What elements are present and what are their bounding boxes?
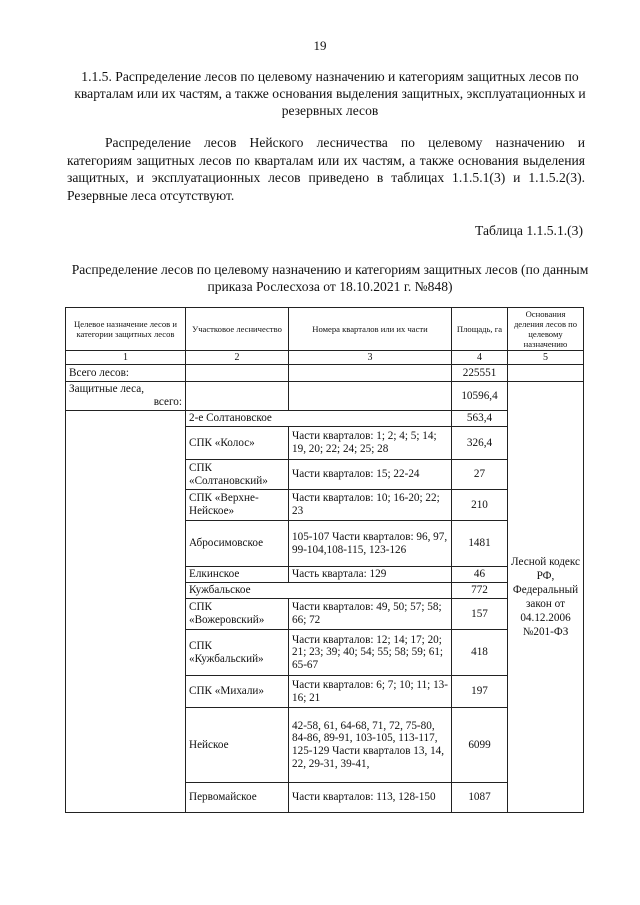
table-row <box>66 411 584 427</box>
quarters-cell: Части кварталов: 15; 22-24 <box>289 460 452 490</box>
area-cell: 210 <box>452 490 508 521</box>
basis-cell: Лесной кодекс РФ, Федеральный закон от 04.12.2006 №201-ФЗ <box>508 382 584 813</box>
area-cell: 27 <box>452 460 508 490</box>
district-cell: СПК «Солтановский» <box>186 460 289 490</box>
area-cell: 418 <box>452 630 508 676</box>
district-cell: Первомайское <box>186 783 289 813</box>
quarters-cell: 42-58, 61, 64-68, 71, 72, 75-80, 84-86, 89-91, 103-105, 113-117, 125-129 Части кварталов 13, 14, 22, 29-31, 39-41, <box>289 708 452 783</box>
section-title: 1.1.5. Распределение лесов по целевому назначению и категориям защитных лесов по кварталам или их частям, а также основания выделения защитных, эксплуатационных и резервных лесов <box>74 69 586 118</box>
header-district: Участковое лесничество <box>186 308 289 351</box>
forest-distribution-table <box>65 307 584 813</box>
total-area: 225551 <box>452 365 508 382</box>
table-caption: Распределение лесов по целевому назначению и категориям защитных лесов (по данным приказа Рослесхоза от 18.10.2021 г. №848) <box>71 262 589 294</box>
header-purpose: Целевое назначение лесов и категории защитных лесов <box>66 308 186 351</box>
header-area: Площадь, га <box>452 308 508 351</box>
district-cell: Кужбальское <box>186 583 452 599</box>
total-label: Всего лесов: <box>66 365 186 382</box>
col-num: 3 <box>289 351 452 365</box>
quarters-cell: Части кварталов: 113, 128-150 <box>289 783 452 813</box>
quarters-cell: Части кварталов: 10; 16-20; 22; 23 <box>289 490 452 521</box>
protective-area: 10596,4 <box>452 382 508 411</box>
page-number: 19 <box>313 38 327 53</box>
district-cell: СПК «Вожеровский» <box>186 599 289 630</box>
total-row <box>66 365 584 382</box>
area-cell: 1481 <box>452 521 508 567</box>
district-cell: Елкинское <box>186 567 289 583</box>
district-cell: 2-е Солтановское <box>186 411 452 427</box>
district-cell: Нейское <box>186 708 289 783</box>
district-cell: СПК «Верхне-Нейское» <box>186 490 289 521</box>
quarters-cell: Части кварталов: 49, 50; 57; 58; 66; 72 <box>289 599 452 630</box>
body-paragraph: Распределение лесов Нейского лесничества по целевому назначению и категориям защитных лесов по кварталам или их частям, а также основания выделения защитных, и эксплуатационных лесов приведено в таблицах 1.1.5.1(3) и 1.1.5.2(3). Резервные леса отсутствуют. <box>67 135 585 203</box>
col-num: 4 <box>452 351 508 365</box>
area-cell: 46 <box>452 567 508 583</box>
col-num: 5 <box>508 351 584 365</box>
table-header-row <box>66 308 584 351</box>
quarters-cell: Части кварталов: 6; 7; 10; 11; 13-16; 21 <box>289 676 452 708</box>
area-cell: 772 <box>452 583 508 599</box>
col-num: 1 <box>66 351 186 365</box>
district-cell: Абросимовское <box>186 521 289 567</box>
quarters-cell: Части кварталов: 12; 14; 17; 20; 21; 23; 39; 40; 54; 55; 58; 59; 61; 65-67 <box>289 630 452 676</box>
protective-label-line2: всего: <box>153 396 182 408</box>
protective-row <box>66 382 584 411</box>
quarters-cell: Части кварталов: 1; 2; 4; 5; 14; 19, 20; 22; 24; 25; 28 <box>289 427 452 460</box>
district-cell: СПК «Кужбальский» <box>186 630 289 676</box>
area-cell: 1087 <box>452 783 508 813</box>
table-label: Таблица 1.1.5.1.(3) <box>475 223 583 238</box>
district-cell: СПК «Колос» <box>186 427 289 460</box>
area-cell: 197 <box>452 676 508 708</box>
quarters-cell: Часть квартала: 129 <box>289 567 452 583</box>
col-num: 2 <box>186 351 289 365</box>
area-cell: 6099 <box>452 708 508 783</box>
area-cell: 157 <box>452 599 508 630</box>
area-cell: 326,4 <box>452 427 508 460</box>
protective-label-line1: Защитные леса, <box>69 383 145 396</box>
header-quarters: Номера кварталов или их части <box>289 308 452 351</box>
district-cell: СПК «Михали» <box>186 676 289 708</box>
area-cell: 563,4 <box>452 411 508 427</box>
quarters-cell: 105-107 Части кварталов: 96, 97, 99-104,108-115, 123-126 <box>289 521 452 567</box>
header-basis: Основания деления лесов по целевому назначению <box>508 308 584 351</box>
protective-label <box>66 382 186 411</box>
column-number-row <box>66 351 584 365</box>
